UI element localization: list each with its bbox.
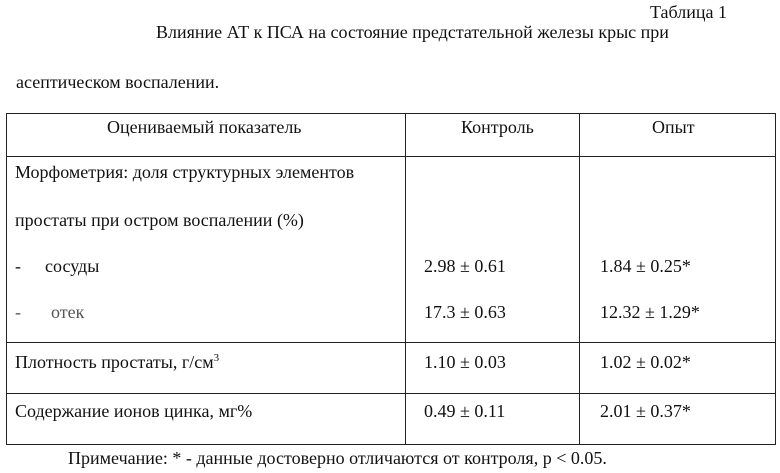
row-zinc-experiment: 2.01 ± 0.37* xyxy=(600,401,691,421)
header-indicator: Оцениваемый показатель xyxy=(107,117,302,137)
row-edema-label xyxy=(15,302,84,323)
row-density-control: 1.10 ± 0.03 xyxy=(424,352,506,372)
row-edema-experiment: 12.32 ± 1.29* xyxy=(600,302,700,322)
row-vessels-text: сосуды xyxy=(45,256,100,276)
row-morphometry-line-1: Морфометрия: доля структурных элементов xyxy=(15,162,355,182)
row-zinc-label: Содержание ионов цинка, мг% xyxy=(15,401,253,421)
table-footnote: Примечание: * - данные достоверно отличаются от контроля, p < 0.05. xyxy=(68,448,607,468)
row-edema-dash: - xyxy=(15,302,21,322)
header-control: Контроль xyxy=(461,117,534,137)
column-divider xyxy=(405,114,406,444)
row-edema-control: 17.3 ± 0.63 xyxy=(424,302,506,322)
row-zinc-control: 0.49 ± 0.11 xyxy=(424,401,506,421)
table-label: Таблица 1 xyxy=(650,2,727,22)
table-title-line-2: асептическом воспалении. xyxy=(16,72,220,92)
row-vessels-experiment: 1.84 ± 0.25* xyxy=(600,256,691,276)
row-vessels-label xyxy=(15,256,99,277)
row-vessels-control: 2.98 ± 0.61 xyxy=(424,256,506,276)
column-divider xyxy=(579,114,580,444)
table-title-line-1: Влияние АТ к ПСА на состояние предстательной железы крыс при xyxy=(156,22,669,42)
row-divider xyxy=(7,156,775,157)
row-divider xyxy=(7,342,775,343)
row-density-text: Плотность простаты, г/см xyxy=(15,352,214,372)
row-density-experiment: 1.02 ± 0.02* xyxy=(600,352,691,372)
row-morphometry-line-2: простаты при остром воспалении (%) xyxy=(15,210,304,230)
row-density-label xyxy=(15,352,219,373)
row-divider xyxy=(7,393,775,394)
data-table xyxy=(6,113,776,445)
row-density-superscript: 3 xyxy=(213,352,220,364)
row-edema-text: отек xyxy=(51,302,85,322)
header-experiment: Опыт xyxy=(652,117,695,137)
row-vessels-dash: - xyxy=(15,256,21,276)
